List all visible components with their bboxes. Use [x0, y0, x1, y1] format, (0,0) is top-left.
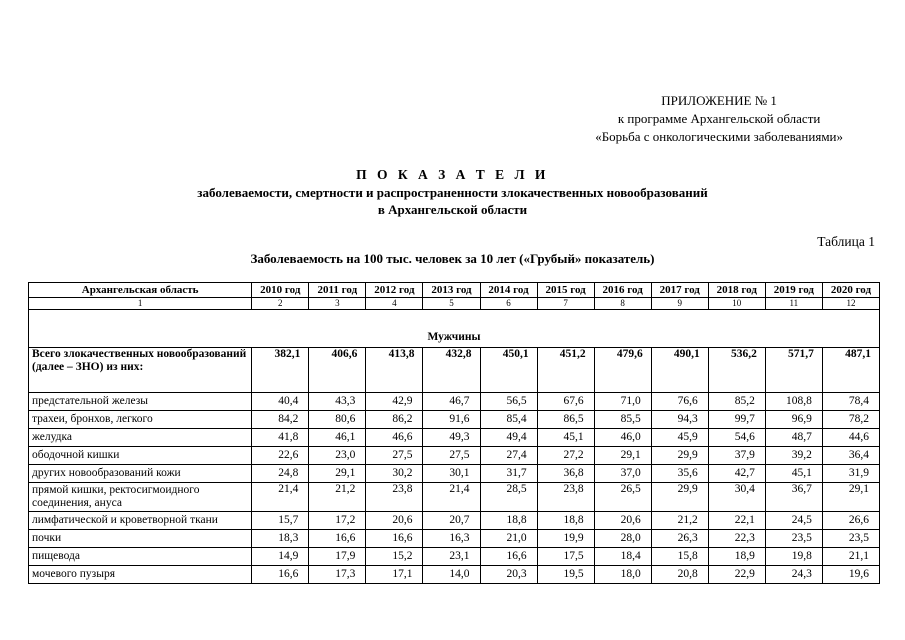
header-year: 2014 год — [480, 283, 537, 298]
cell-value: 18,8 — [537, 512, 594, 530]
cell-value: 15,2 — [366, 548, 423, 566]
row-label: пищевода — [29, 548, 252, 566]
column-number: 2 — [252, 298, 309, 310]
header-year: 2019 год — [765, 283, 822, 298]
cell-value: 86,2 — [366, 411, 423, 429]
cell-value: 19,8 — [765, 548, 822, 566]
cell-value: 71,0 — [594, 393, 651, 411]
cell-value: 21,1 — [822, 548, 879, 566]
cell-value: 94,3 — [651, 411, 708, 429]
cell-value: 16,6 — [366, 530, 423, 548]
cell-value: 14,0 — [423, 566, 480, 584]
row-label: почки — [29, 530, 252, 548]
table-row — [29, 548, 880, 566]
cell-value: 49,4 — [480, 429, 537, 447]
cell-value: 20,3 — [480, 566, 537, 584]
cell-value: 29,1 — [309, 465, 366, 483]
row-label: Всего злокачественных новообразований (далее – ЗНО) из них: — [29, 348, 252, 393]
row-label: других новообразований кожи — [29, 465, 252, 483]
cell-value: 35,6 — [651, 465, 708, 483]
cell-value: 48,7 — [765, 429, 822, 447]
cell-value: 41,8 — [252, 429, 309, 447]
cell-value: 23,0 — [309, 447, 366, 465]
cell-value: 36,4 — [822, 447, 879, 465]
cell-value: 479,6 — [594, 348, 651, 393]
cell-value: 21,4 — [423, 483, 480, 512]
cell-value: 23,1 — [423, 548, 480, 566]
header-row — [29, 283, 880, 298]
cell-value: 85,2 — [708, 393, 765, 411]
cell-value: 16,3 — [423, 530, 480, 548]
table-row — [29, 566, 880, 584]
cell-value: 99,7 — [708, 411, 765, 429]
cell-value: 20,8 — [651, 566, 708, 584]
row-label: лимфатической и кроветворной ткани — [29, 512, 252, 530]
header-year: 2020 год — [822, 283, 879, 298]
column-number: 5 — [423, 298, 480, 310]
cell-value: 45,1 — [537, 429, 594, 447]
document-subtitle: заболеваемости, смертности и распространенности злокачественных новообразований — [197, 185, 708, 200]
table-row — [29, 429, 880, 447]
cell-value: 37,0 — [594, 465, 651, 483]
cell-value: 17,2 — [309, 512, 366, 530]
cell-value: 490,1 — [651, 348, 708, 393]
table-row — [29, 512, 880, 530]
cell-value: 20,7 — [423, 512, 480, 530]
cell-value: 19,6 — [822, 566, 879, 584]
cell-value: 536,2 — [708, 348, 765, 393]
cell-value: 56,5 — [480, 393, 537, 411]
cell-value: 432,8 — [423, 348, 480, 393]
cell-value: 86,5 — [537, 411, 594, 429]
appendix-block — [595, 92, 843, 146]
cell-value: 96,9 — [765, 411, 822, 429]
cell-value: 45,9 — [651, 429, 708, 447]
incidence-table — [28, 282, 880, 584]
cell-value: 23,5 — [822, 530, 879, 548]
row-label: трахеи, бронхов, легкого — [29, 411, 252, 429]
cell-value: 39,2 — [765, 447, 822, 465]
cell-value: 31,7 — [480, 465, 537, 483]
cell-value: 17,9 — [309, 548, 366, 566]
header-year: 2018 год — [708, 283, 765, 298]
header-year: 2015 год — [537, 283, 594, 298]
cell-value: 80,6 — [309, 411, 366, 429]
cell-value: 23,8 — [537, 483, 594, 512]
cell-value: 85,4 — [480, 411, 537, 429]
cell-value: 16,6 — [252, 566, 309, 584]
table-body — [29, 298, 880, 584]
cell-value: 15,7 — [252, 512, 309, 530]
cell-value: 15,8 — [651, 548, 708, 566]
cell-value: 16,6 — [309, 530, 366, 548]
header-year: 2016 год — [594, 283, 651, 298]
cell-value: 42,9 — [366, 393, 423, 411]
cell-value: 22,3 — [708, 530, 765, 548]
cell-value: 571,7 — [765, 348, 822, 393]
table-row — [29, 447, 880, 465]
appendix-title: ПРИЛОЖЕНИЕ № 1 — [661, 93, 777, 108]
cell-value: 26,6 — [822, 512, 879, 530]
cell-value: 382,1 — [252, 348, 309, 393]
row-label: желудка — [29, 429, 252, 447]
header-year: 2012 год — [366, 283, 423, 298]
cell-value: 44,6 — [822, 429, 879, 447]
cell-value: 84,2 — [252, 411, 309, 429]
column-number: 12 — [822, 298, 879, 310]
cell-value: 54,6 — [708, 429, 765, 447]
table-row — [29, 393, 880, 411]
cell-value: 76,6 — [651, 393, 708, 411]
header-year: 2017 год — [651, 283, 708, 298]
table-row — [29, 483, 880, 512]
cell-value: 27,5 — [423, 447, 480, 465]
cell-value: 21,2 — [309, 483, 366, 512]
table-row — [29, 530, 880, 548]
cell-value: 18,0 — [594, 566, 651, 584]
cell-value: 413,8 — [366, 348, 423, 393]
cell-value: 46,7 — [423, 393, 480, 411]
row-label: предстательной железы — [29, 393, 252, 411]
header-year: 2011 год — [309, 283, 366, 298]
cell-value: 17,1 — [366, 566, 423, 584]
cell-value: 21,4 — [252, 483, 309, 512]
cell-value: 27,2 — [537, 447, 594, 465]
cell-value: 31,9 — [822, 465, 879, 483]
cell-value: 14,9 — [252, 548, 309, 566]
cell-value: 451,2 — [537, 348, 594, 393]
column-number: 1 — [29, 298, 252, 310]
cell-value: 406,6 — [309, 348, 366, 393]
cell-value: 24,3 — [765, 566, 822, 584]
appendix-program: к программе Архангельской области — [617, 111, 821, 126]
cell-value: 23,5 — [765, 530, 822, 548]
cell-value: 29,1 — [594, 447, 651, 465]
cell-value: 42,7 — [708, 465, 765, 483]
cell-value: 21,0 — [480, 530, 537, 548]
column-number: 10 — [708, 298, 765, 310]
table-row — [29, 465, 880, 483]
cell-value: 20,6 — [594, 512, 651, 530]
cell-value: 30,4 — [708, 483, 765, 512]
cell-value: 18,9 — [708, 548, 765, 566]
cell-value: 40,4 — [252, 393, 309, 411]
document-heading — [0, 166, 905, 218]
cell-value: 27,4 — [480, 447, 537, 465]
table-row — [29, 348, 880, 393]
cell-value: 22,6 — [252, 447, 309, 465]
document-region: в Архангельской области — [377, 202, 528, 217]
cell-value: 85,5 — [594, 411, 651, 429]
cell-value: 18,8 — [480, 512, 537, 530]
column-number: 3 — [309, 298, 366, 310]
cell-value: 22,9 — [708, 566, 765, 584]
table-label: Таблица 1 — [817, 234, 875, 249]
cell-value: 18,3 — [252, 530, 309, 548]
row-label: мочевого пузыря — [29, 566, 252, 584]
cell-value: 18,4 — [594, 548, 651, 566]
cell-value: 17,3 — [309, 566, 366, 584]
column-number: 11 — [765, 298, 822, 310]
cell-value: 29,1 — [822, 483, 879, 512]
cell-value: 487,1 — [822, 348, 879, 393]
cell-value: 36,7 — [765, 483, 822, 512]
column-number: 8 — [594, 298, 651, 310]
cell-value: 24,8 — [252, 465, 309, 483]
cell-value: 108,8 — [765, 393, 822, 411]
column-number-row — [29, 298, 880, 310]
column-number: 7 — [537, 298, 594, 310]
appendix-program-name: «Борьба с онкологическими заболеваниями» — [595, 129, 843, 144]
row-label: прямой кишки, ректосигмоидного соединения, ануса — [29, 483, 252, 512]
cell-value: 28,5 — [480, 483, 537, 512]
cell-value: 78,2 — [822, 411, 879, 429]
cell-value: 27,5 — [366, 447, 423, 465]
header-year: 2010 год — [252, 283, 309, 298]
cell-value: 26,3 — [651, 530, 708, 548]
column-number: 9 — [651, 298, 708, 310]
cell-value: 45,1 — [765, 465, 822, 483]
cell-value: 17,5 — [537, 548, 594, 566]
section-row — [29, 310, 880, 348]
header-year: 2013 год — [423, 283, 480, 298]
cell-value: 19,9 — [537, 530, 594, 548]
section-title: Мужчины — [29, 310, 880, 348]
cell-value: 30,2 — [366, 465, 423, 483]
cell-value: 49,3 — [423, 429, 480, 447]
cell-value: 23,8 — [366, 483, 423, 512]
row-label: ободочной кишки — [29, 447, 252, 465]
table-row — [29, 411, 880, 429]
table-title: Заболеваемость на 100 тыс. человек за 10 лет («Грубый» показатель) — [250, 251, 655, 266]
cell-value: 67,6 — [537, 393, 594, 411]
cell-value: 91,6 — [423, 411, 480, 429]
cell-value: 26,5 — [594, 483, 651, 512]
cell-value: 28,0 — [594, 530, 651, 548]
cell-value: 78,4 — [822, 393, 879, 411]
cell-value: 43,3 — [309, 393, 366, 411]
document-title: П О К А З А Т Е Л И — [356, 167, 549, 182]
cell-value: 30,1 — [423, 465, 480, 483]
column-number: 6 — [480, 298, 537, 310]
cell-value: 29,9 — [651, 483, 708, 512]
column-number: 4 — [366, 298, 423, 310]
cell-value: 16,6 — [480, 548, 537, 566]
cell-value: 450,1 — [480, 348, 537, 393]
header-region: Архангельская область — [29, 283, 252, 298]
cell-value: 22,1 — [708, 512, 765, 530]
cell-value: 36,8 — [537, 465, 594, 483]
cell-value: 37,9 — [708, 447, 765, 465]
cell-value: 29,9 — [651, 447, 708, 465]
cell-value: 21,2 — [651, 512, 708, 530]
cell-value: 19,5 — [537, 566, 594, 584]
cell-value: 46,6 — [366, 429, 423, 447]
cell-value: 46,0 — [594, 429, 651, 447]
cell-value: 46,1 — [309, 429, 366, 447]
cell-value: 24,5 — [765, 512, 822, 530]
cell-value: 20,6 — [366, 512, 423, 530]
